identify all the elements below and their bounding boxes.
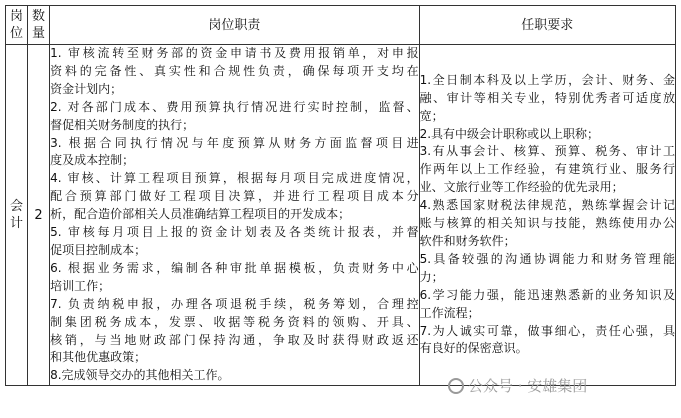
post-cell [6,45,28,386]
watermark: 公众号 · 安雄集团 [448,375,587,396]
header-post-text: 岗位 [10,9,24,41]
list-item: 1. 审核流转至财务部的资金申请书及费用报销单，对申报 [50,46,419,60]
list-item: 4.熟悉国家财税法律规范，熟练掌握会计记 [419,198,675,213]
list-item: 督促相关财务制度的执行； [50,117,195,132]
list-item: 培训工作； [50,278,111,293]
requirements-cell [419,45,675,386]
list-item: 6.学习能力强，能迅速熟悉新的业务知识及 [419,287,675,302]
list-item: 2.具有中级会计职称或以上职称； [419,126,600,141]
list-item: 1.全日制本科及以上学历，会计、财务、金 [419,72,675,87]
list-item: 5.具备较强的沟通协调能力和财务管理能 [419,251,675,266]
list-item: 5. 审核每月项目上报的资金计划表及各类统计报表，并督 [50,225,419,240]
list-item: 软件和财务软件； [419,234,516,249]
list-item: 度及成本控制； [50,153,135,168]
list-item: 账与核算的相关知识与技能，熟练使用办公 [419,216,675,231]
list-item: 工作流程； [419,305,480,320]
list-item: 融、审计等相关专业，特别优秀者可适度放 [419,90,675,105]
list-item: 业、文旅行业等工作经验的优先录用； [419,180,624,195]
list-item: 7.为人诚实可靠，做事细心，责任心强，具 [419,323,675,338]
header-count-text: 数量 [32,9,46,41]
list-item: 作两年以上工作经验，有建筑行业、服务行 [419,162,675,177]
header-row [6,6,676,45]
header-post [6,6,28,45]
list-item: 资金计划内； [50,81,123,96]
list-item: 4. 审核、计算工程项目预算，根据每月项目完成进度情况， [50,171,419,186]
list-item: 制集团税务成本，发票、收据等税务资料的领购、开具、 [50,314,419,329]
list-item: 3.有从事会计、核算、预算、税务、审计工 [419,144,675,159]
header-duties: 岗位职责 [50,6,420,45]
list-item: 促项目控制成本； [50,242,147,257]
list-item: 3. 根据合同执行情况与年度预算从财务方面监督项目进 [50,135,419,150]
table-row [6,45,676,386]
list-item: 核销，与当地财政部门保持沟通，争取及时获得财政返还 [50,332,419,347]
post-text: 会计 [10,199,24,232]
list-item: 2. 对各部门成本、费用预算执行情况进行实时控制，监督、 [50,99,419,114]
wechat-icon [448,378,464,394]
list-item: 析，配合造价部相关人员准确结算工程项目的开发成本； [50,207,351,222]
list-item: 有良好的保密意识。 [419,341,528,356]
list-item: 6. 根据业务需求，编制各种审批单据模板，负责财务中心 [50,260,419,275]
count-cell: 2 [28,45,50,386]
list-item: 资料的完备性、真实性和合规性负责，确保每项开支均在 [50,63,419,78]
list-item: 8.完成领导交办的其他相关工作。 [50,368,230,383]
duties-cell [50,45,420,386]
job-table [5,5,676,386]
list-item: 配合预算部门做好工程项目决算，并进行工程项目成本分 [50,189,419,204]
list-item: 和其他优惠政策； [50,350,147,365]
header-count [28,6,50,45]
list-item: 7. 负责纳税申报，办理各项退税手续，税务筹划，合理控 [50,296,419,311]
list-item: 力； [419,269,444,284]
header-requirements: 任职要求 [419,6,675,45]
list-item: 宽； [419,108,444,123]
